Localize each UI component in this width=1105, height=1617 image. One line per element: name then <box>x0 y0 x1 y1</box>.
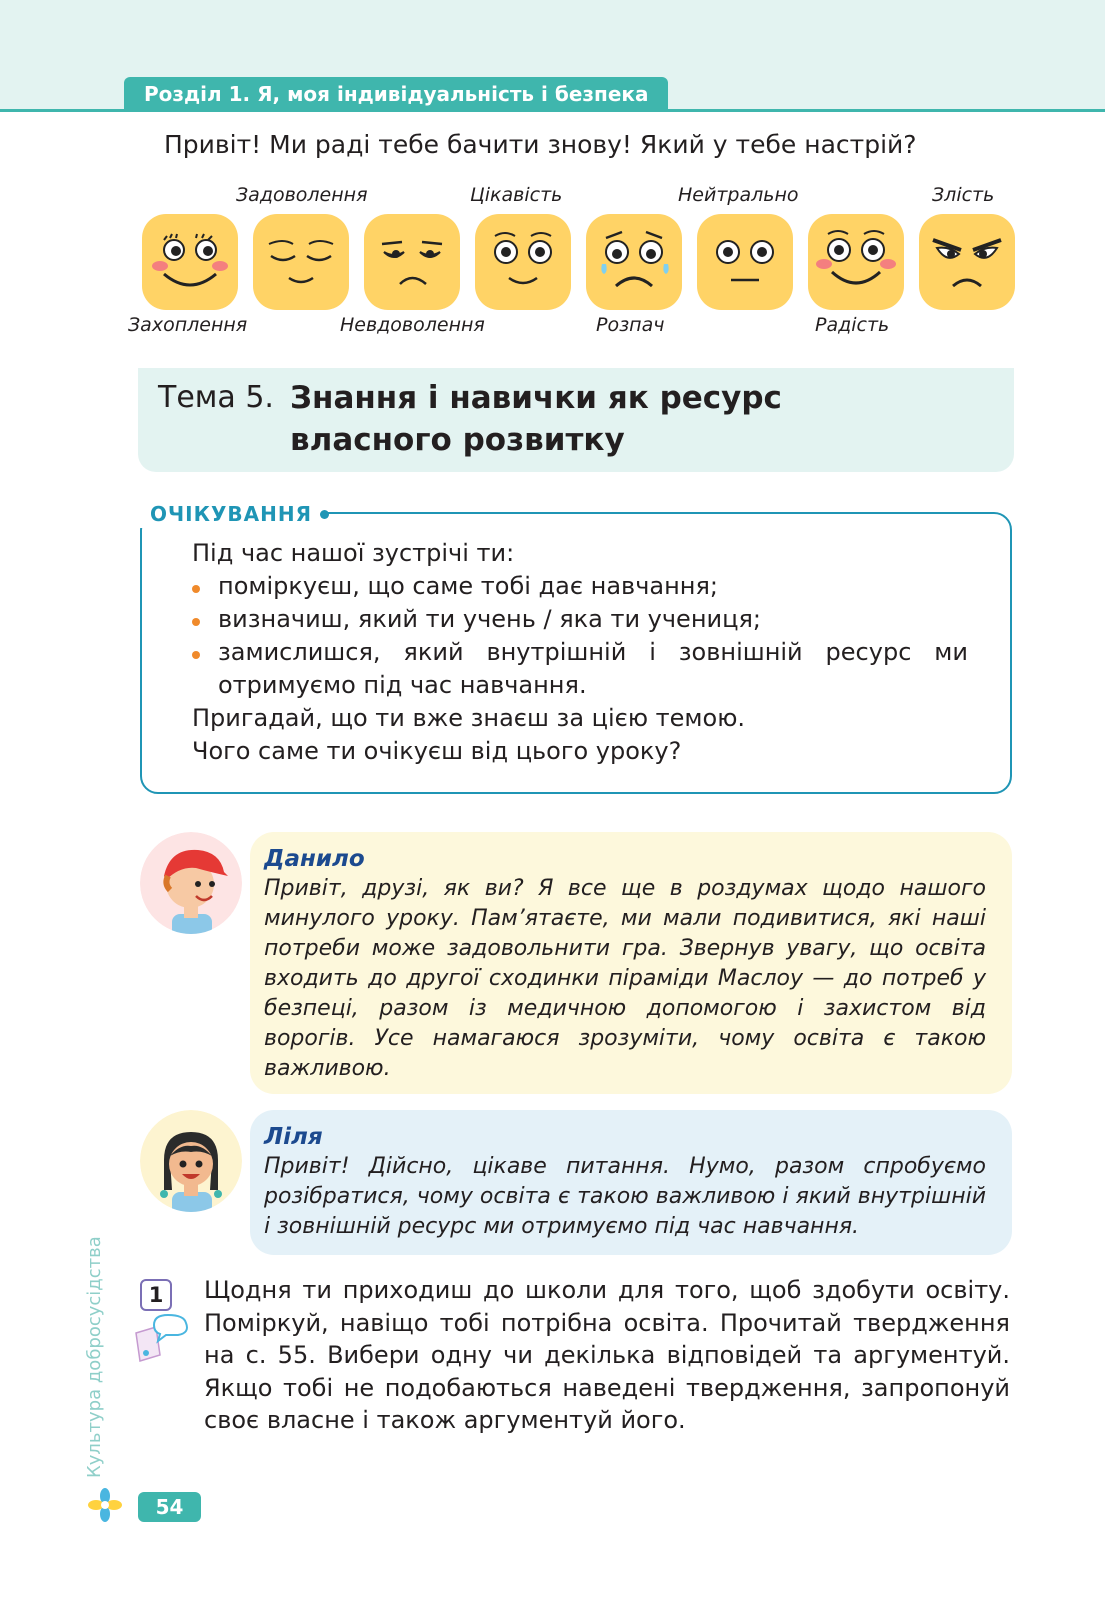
topic-title <box>290 377 910 461</box>
topic-title-line1: Знання і навички як ресурс <box>290 380 782 416</box>
greeting-text: Привіт! Ми раді тебе бачити знову! Який у тебе настрій? <box>164 130 917 159</box>
danylo-speech-text: Привіт, друзі, як ви? Я все ще в роздумах щодо нашого минулого уроку. Пам’ятаєте, ми мали подивитися, які наші потреби може задовольнити гра. Звернув увагу, що освіта входить до другої сходинки піраміди Маслоу — до потреб у безпеці, разом із медичною допомогою і захистом від ворогів. Усе намагаюся зрозуміти, чому освіта є такою важливою. <box>264 876 986 1081</box>
expectations-outro-1: Пригадай, що ти вже знаєш за цією темою. <box>192 704 746 732</box>
mood-label-satisfaction: Задоволення <box>236 184 368 206</box>
danylo-avatar <box>140 832 242 934</box>
mood-label-curiosity: Цікавість <box>470 184 563 206</box>
mood-label-neutral: Нейтрально <box>678 184 799 206</box>
mood-label-displeasure: Невдоволення <box>340 314 485 336</box>
tag-dot-right <box>320 510 329 519</box>
neutral-face-icon[interactable] <box>697 214 793 310</box>
expectations-outro-2: Чого саме ти очікуєш від цього уроку? <box>192 737 682 765</box>
task-text: Щодня ти приходиш до школи для того, щоб здобути освіту. Поміркуй, навіщо тобі потрібна освіта. Прочитай твердження на с. 55. Вибери одну чи декілька відповідей та аргументуй. Якщо тобі не подобаються наведені твердження, запропонуй своє власне і також аргументуй його. <box>204 1276 1010 1434</box>
expectation-bullet: визначиш, який ти учень / яка ти учениця; <box>192 603 992 636</box>
mood-label-delight: Захоплення <box>128 314 248 336</box>
speaker-name-danylo: Данило <box>264 846 365 872</box>
mood-label-anger: Злість <box>932 184 995 206</box>
joy-face-icon[interactable] <box>808 214 904 310</box>
flower-icon <box>88 1488 122 1522</box>
lilia-avatar <box>140 1110 242 1212</box>
discussion-icon <box>132 1313 192 1363</box>
expectation-bullet: поміркуєш, що саме тобі дає навчання; <box>192 570 992 603</box>
speaker-name-lilia: Ліля <box>264 1124 323 1150</box>
side-caption: Культура добросусідства <box>84 1236 105 1478</box>
lilia-speech-text: Привіт! Дійсно, цікаве питання. Нумо, разом спробуємо розібратися, чому освіта є такою важливою і який внутрішній і зовнішній ресурс ми отримуємо під час навчання. <box>264 1154 986 1239</box>
task-number: 1 <box>140 1279 172 1311</box>
page-number: 54 <box>138 1492 201 1522</box>
lilia-speech-bubble <box>250 1110 1012 1255</box>
delight-face-icon[interactable] <box>142 214 238 310</box>
despair-face-icon[interactable] <box>586 214 682 310</box>
topic-title-line2: власного розвитку <box>290 422 625 458</box>
anger-face-icon[interactable] <box>919 214 1015 310</box>
expectation-bullet: замислишся, який внутрішній і зовнішній ресурс ми отримуємо під час навчання. <box>192 636 992 702</box>
mood-label-despair: Розпач <box>596 314 665 336</box>
displeasure-face-icon[interactable] <box>364 214 460 310</box>
danylo-speech-bubble <box>250 832 1012 1094</box>
expectations-text <box>192 537 992 768</box>
mood-label-joy: Радість <box>815 314 890 336</box>
curiosity-face-icon[interactable] <box>475 214 571 310</box>
expectations-intro: Під час нашої зустрічі ти: <box>192 539 515 567</box>
expectations-tag: ОЧІКУВАННЯ <box>138 500 322 528</box>
section-tab: Розділ 1. Я, моя індивідуальність і безпека <box>124 77 668 112</box>
satisfaction-face-icon[interactable] <box>253 214 349 310</box>
topic-number: Тема 5. <box>158 380 274 415</box>
